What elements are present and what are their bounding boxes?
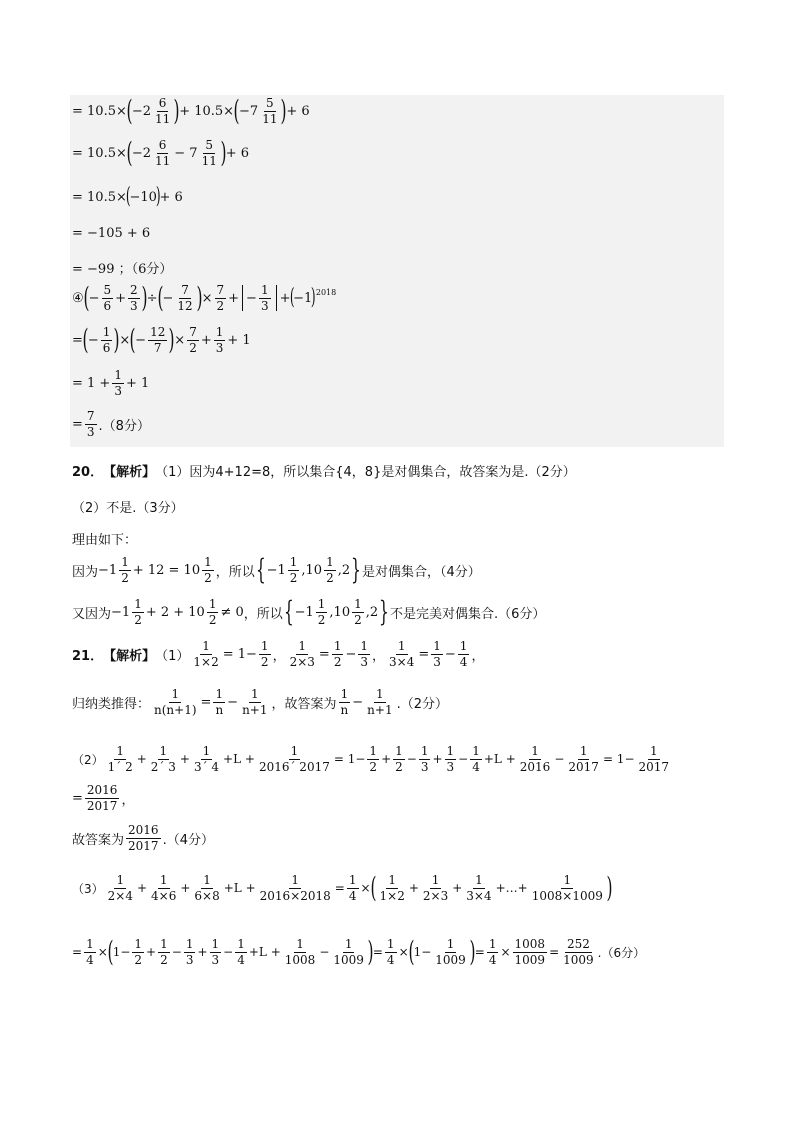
right-brace: } [379, 595, 389, 629]
fraction: $\frac{1}{3}$ [114, 368, 122, 398]
fraction: 1 2 [289, 555, 298, 585]
fraction: $\frac{1}{3}$ [211, 937, 220, 967]
text: + [197, 945, 208, 960]
fraction: $\frac{1}{3}$ [215, 325, 224, 355]
left-paren: ( [370, 871, 377, 905]
text: − [223, 945, 234, 960]
text: + [279, 290, 291, 306]
fraction: $\frac{1}{2´ 3}$ [150, 744, 176, 774]
fraction: $\frac{1}{2016}$ [519, 744, 551, 774]
right-paren: ) [220, 136, 227, 170]
text: 1− [413, 945, 432, 960]
text: + 6 [159, 189, 183, 205]
fraction: $\frac{1}{3}$ [420, 744, 429, 774]
text: + [381, 752, 392, 767]
text: 故答案为 [72, 832, 125, 848]
fraction: 1 2 [354, 597, 362, 627]
text: 又因为 [72, 606, 112, 622]
text: + [408, 881, 419, 896]
fraction: $\frac{1}{2}$ [333, 639, 342, 669]
fraction: $\frac{2016}{2017}$ [86, 783, 118, 813]
right-paren: ) [168, 323, 175, 357]
text: × [119, 332, 131, 348]
text: − [319, 945, 330, 960]
text: + 2 + 10 [145, 604, 205, 620]
q21-part3 [72, 871, 613, 905]
q20-reason-line-2 [72, 595, 546, 629]
fraction: $\frac{1}{3\times 4}$ [389, 639, 415, 669]
text: × [398, 945, 409, 960]
work-line-7 [72, 323, 251, 357]
text: = 10.5× [72, 189, 127, 205]
fraction: $\frac{1}{1009}$ [333, 937, 364, 967]
text: = 1− [333, 752, 366, 767]
right-paren: ) [141, 281, 148, 315]
fraction: $\frac{1}{2}$ [134, 937, 143, 967]
fraction: $\frac{1}{6}$ [102, 325, 111, 355]
text: = [372, 945, 383, 960]
text: 是对偶集合，（4分） [361, 564, 481, 580]
text: −1 [294, 604, 314, 620]
text: ≠ 0 [220, 604, 244, 620]
text: +L + [223, 752, 255, 767]
fraction: 1 2 [204, 555, 212, 585]
text: = [334, 881, 345, 896]
right-paren: ) [196, 281, 203, 315]
fraction: $\frac{1}{3}$ [446, 744, 455, 774]
work-line-6 [72, 281, 337, 315]
text: .（6分） [597, 945, 646, 960]
fraction: 1 n [340, 687, 349, 717]
fraction: $\frac{1}{3}$ [260, 283, 269, 313]
text: − [246, 290, 257, 306]
exponent: 2018 [315, 287, 337, 297]
text: = [72, 416, 83, 432]
text: + [146, 945, 157, 960]
text: = [474, 945, 485, 960]
text: − [406, 752, 417, 767]
fraction: $\frac{1}{6\times 8}$ [194, 873, 220, 903]
right-paren: ) [155, 184, 161, 209]
text: ，所以 [243, 606, 283, 622]
q21-part3-continued [72, 935, 646, 969]
fraction: 1 2 [208, 597, 217, 627]
text: +L + [223, 881, 256, 896]
text: 归纳类推得： [72, 696, 151, 712]
fraction: $\frac{1}{3}$ [433, 639, 441, 669]
text: × [360, 881, 371, 896]
text: + [432, 752, 443, 767]
left-paren: ( [125, 184, 131, 209]
q20-part2 [72, 497, 184, 516]
fraction: 2016 2017 [128, 823, 159, 853]
fraction: 1 2×4 [107, 873, 133, 903]
left-paren: ( [289, 285, 295, 311]
text: = [418, 646, 430, 662]
fraction: $\frac{2}{3}$ [130, 283, 138, 313]
fraction: $\frac{1}{4}$ [386, 937, 395, 967]
text: ， [121, 792, 135, 808]
text: + [180, 881, 191, 896]
text: + [136, 881, 148, 896]
text: + [200, 332, 212, 348]
text: + [115, 290, 127, 306]
text: = −99 ；（6分） [72, 262, 173, 277]
text: + [452, 881, 463, 896]
text: −1 [111, 604, 131, 620]
text: （2）不是.（3分） [72, 501, 184, 516]
fraction: $\frac{1}{4}$ [348, 873, 357, 903]
q20-reason-heading [72, 529, 137, 548]
text: + 6 [286, 103, 310, 119]
circled-number: ④ [72, 290, 84, 306]
fraction: $\frac{7}{2}$ [216, 283, 225, 313]
text: ,2 [337, 562, 351, 578]
text: ， [471, 648, 485, 664]
fraction: $\frac{12}{7}$ [150, 325, 166, 355]
right-paren: ) [367, 935, 374, 969]
text: ,10 [301, 562, 323, 578]
text: （2） [72, 752, 104, 767]
work-line-8 [72, 369, 149, 397]
analysis-tag: 【解析】 [103, 465, 156, 480]
fraction: 5 11 [262, 96, 278, 126]
q21-part2-answer [72, 824, 214, 852]
right-paren: ) [113, 323, 120, 357]
left-brace: { [255, 553, 266, 587]
abs-bar [242, 285, 243, 311]
fraction: $\frac{1}{4}$ [237, 937, 245, 967]
text: = [72, 790, 83, 806]
text: − [458, 752, 469, 767]
text: （1）因为4+12=8，所以集合{4，8}是对偶集合，故答案为是.（2分） [155, 465, 576, 480]
left-paren: ( [107, 935, 114, 969]
work-line-2 [72, 136, 250, 170]
left-paren: ( [83, 281, 90, 315]
q21-part2-result [72, 784, 134, 812]
question-number: 21． [72, 648, 104, 664]
text: 因为 [72, 564, 99, 580]
text: −7 [239, 103, 259, 119]
text: − [345, 646, 357, 662]
text: + [136, 752, 147, 767]
right-paren: ) [311, 285, 316, 311]
text: = [318, 646, 330, 662]
fraction: 1 2 [134, 597, 142, 627]
fraction: $\frac{1}{n+1}$ [367, 687, 393, 717]
text: ， [272, 648, 286, 664]
text: − [444, 646, 456, 662]
text: × [97, 945, 108, 960]
text: 理由如下： [72, 533, 138, 548]
fraction: $\frac{1}{2\times 3}$ [289, 639, 315, 669]
text: = [200, 694, 212, 710]
text: ，所以 [215, 564, 255, 580]
work-line-5 [72, 258, 172, 277]
fraction: $\frac{5}{6}$ [103, 283, 112, 313]
text: + [228, 290, 240, 306]
fraction: $\frac{1}{2016\times 2018}$ [259, 873, 331, 903]
left-paren: ( [156, 281, 164, 315]
text: = −105 + 6 [72, 226, 151, 241]
text: （1） [155, 648, 190, 664]
q20-part1 [72, 461, 576, 480]
text: = 1− [602, 752, 635, 767]
text: 1− [112, 945, 131, 960]
text: − [135, 332, 147, 348]
text: = [549, 945, 560, 960]
text: − [162, 290, 174, 306]
text: − [227, 694, 239, 710]
text: × [174, 332, 186, 348]
work-line-9 [72, 410, 150, 438]
text: −1 [98, 562, 118, 578]
fraction: $\frac{1}{2017}$ [568, 744, 599, 774]
text: − [171, 945, 182, 960]
text: × [201, 290, 213, 306]
text: = [72, 945, 83, 960]
fraction: 1 1´ 2 [107, 744, 133, 774]
text: = 10.5× [72, 145, 127, 161]
text: + 1 [227, 332, 251, 348]
text: −1 [293, 290, 313, 306]
fraction: 6 11 [154, 138, 171, 168]
text: .（8分） [98, 418, 150, 434]
right-brace: } [351, 553, 361, 587]
fraction: 1 2 [121, 555, 129, 585]
right-paren: ) [469, 935, 476, 969]
q21-part1-induction [72, 688, 448, 716]
text: −2 [131, 103, 151, 119]
fraction: $\frac{1}{1008\times 1009}$ [531, 873, 603, 903]
text: ， [372, 648, 386, 664]
text: = 10.5× [72, 103, 127, 119]
text: +L + [483, 752, 516, 767]
text: − [352, 694, 364, 710]
right-paren: ) [280, 94, 287, 128]
left-paren: ( [233, 94, 240, 128]
fraction: $\frac{1008}{1009}$ [514, 937, 546, 967]
text: ,10 [329, 604, 351, 620]
left-paren: ( [129, 323, 136, 357]
fraction: $\frac{1}{2}$ [260, 639, 269, 669]
fraction: 1 2 [317, 597, 326, 627]
fraction: $\frac{7}{2}$ [189, 325, 197, 355]
fraction: $\frac{1}{n+1}$ [242, 687, 268, 717]
text: ,2 [365, 604, 379, 620]
question-number: 20． [72, 465, 104, 480]
fraction: 5 11 [201, 138, 217, 168]
left-paren: ( [82, 323, 89, 357]
text: 不是完美对偶集合.（6分） [389, 606, 546, 622]
text: × [500, 945, 511, 960]
fraction: $\frac{1}{2017}$ [638, 744, 670, 774]
fraction: $\frac{1}{2016´ 2017}$ [258, 744, 330, 774]
text: + 10.5× [179, 103, 235, 119]
left-brace: { [283, 595, 294, 629]
left-paren: ( [126, 136, 133, 170]
text: ，故答案为 [271, 696, 337, 712]
text: − 7 [174, 145, 198, 161]
q21-part2 [72, 745, 673, 773]
text: −2 [131, 145, 151, 161]
text: （3） [72, 881, 104, 896]
fraction: $\frac{1}{4}$ [472, 744, 480, 774]
fraction: $\frac{1}{3}$ [360, 639, 368, 669]
text: ÷ [146, 290, 158, 306]
abs-bar [276, 285, 277, 311]
left-paren: ( [126, 94, 133, 128]
fraction: $\frac{1}{4\times 6}$ [151, 873, 177, 903]
fraction: $\frac{1}{4}$ [488, 937, 497, 967]
fraction: $\frac{7}{3}$ [86, 409, 95, 439]
fraction: $\frac{1}{1008}$ [284, 937, 316, 967]
right-paren: ) [173, 94, 180, 128]
text: − [87, 332, 99, 348]
fraction: 1 1×2 [379, 873, 405, 903]
text: = 1 + [72, 375, 111, 391]
fraction: $\frac{1}{3\times 4}$ [466, 873, 492, 903]
fraction: $\frac{1}{2}$ [395, 744, 403, 774]
fraction: $\frac{1}{4}$ [86, 937, 94, 967]
right-paren: ) [606, 871, 613, 905]
text: .（2分） [396, 696, 448, 712]
fraction: $\frac{1}{4}$ [459, 639, 468, 669]
fraction: $\frac{1}{3´ 4}$ [193, 744, 220, 774]
fraction: $\frac{1}{n}$ [215, 687, 224, 717]
text: − [88, 290, 100, 306]
text: + [179, 752, 190, 767]
text: = [72, 332, 83, 348]
q21-part1 [72, 640, 484, 668]
text: = 1− [222, 646, 257, 662]
text: +…+ [495, 881, 528, 896]
analysis-tag: 【解析】 [103, 648, 156, 664]
work-line-1 [72, 94, 310, 128]
fraction: $\frac{1}{n(n+1)}$ [154, 687, 197, 717]
fraction: $\frac{1}{2}$ [369, 744, 378, 774]
fraction: $\frac{7}{12}$ [177, 283, 193, 313]
work-line-4 [72, 226, 150, 241]
fraction: $\frac{1}{2}$ [160, 937, 168, 967]
fraction: $\frac{252}{1009}$ [563, 937, 594, 967]
left-paren: ( [408, 935, 415, 969]
text: + 6 [225, 145, 250, 161]
text: + 12 = 10 [132, 562, 201, 578]
fraction: $\frac{1}{1\times 2}$ [193, 639, 219, 669]
work-line-3 [72, 186, 183, 208]
fraction: $\frac{1}{1009}$ [435, 937, 466, 967]
text: .（4分） [162, 832, 214, 848]
text: − [554, 752, 565, 767]
fraction: 6 11 [154, 96, 171, 126]
q20-reason-line-1 [72, 553, 481, 587]
fraction: 1 2 [326, 555, 334, 585]
text: + 1 [125, 375, 150, 391]
text: −10 [129, 189, 157, 205]
fraction: $\frac{1}{3}$ [185, 937, 194, 967]
text: +L + [248, 945, 281, 960]
fraction: $\frac{1}{2\times 3}$ [422, 873, 449, 903]
text: −1 [266, 562, 286, 578]
